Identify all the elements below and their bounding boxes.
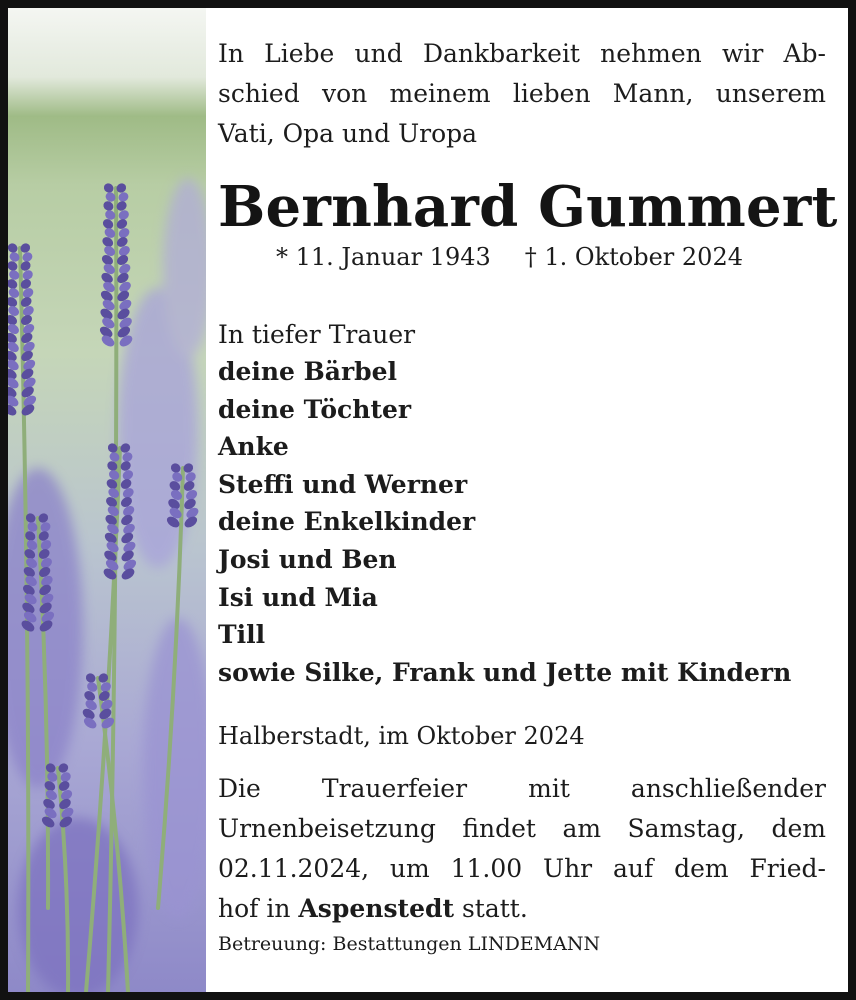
deceased-name: Bernhard Gummert [218, 174, 838, 240]
mourner-name: Josi und Ben [218, 544, 397, 574]
funeral-care: Betreuung: Bestattungen LINDEMANN [218, 933, 601, 956]
mourner-name: Till [218, 620, 266, 650]
intro-line: Vati, Opa und Uropa [218, 119, 478, 148]
mourner-name: Anke [218, 432, 289, 462]
service-line [218, 889, 826, 929]
death-date: † 1. Oktober 2024 [524, 243, 743, 271]
obituary-text [218, 34, 838, 957]
service-line: Die Trauerfeier mit anschließender [218, 774, 826, 804]
place-date: Halberstadt, im Oktober 2024 [218, 722, 585, 751]
mourner-name: deine Enkelkinder [218, 507, 476, 537]
intro-line: In Liebe und Dankbarkeit nehmen wir Ab- [218, 39, 826, 68]
birth-date: * 11. Januar 1943 [276, 243, 491, 271]
mourner-name: deine Bärbel [218, 357, 398, 386]
mourner-name: sowie Silke, Frank und Jette mit Kindern [218, 657, 792, 687]
service-info [218, 769, 826, 929]
service-line4-post: statt. [454, 894, 528, 924]
mourners-block [218, 316, 826, 691]
service-line: 02.11.2024, um 11.00 Uhr auf dem Fried- [218, 854, 826, 884]
service-line4-pre: hof in [218, 894, 299, 924]
mourner-name: deine Töchter [218, 394, 412, 424]
service-line: Urnenbeisetzung findet am Samstag, dem [218, 814, 826, 844]
mourner-name: Steffi und Werner [218, 469, 468, 499]
cemetery-place: Aspenstedt [298, 894, 454, 924]
intro-line: schied von meinem lieben Mann, unserem [218, 79, 826, 108]
mourner-name: Isi und Mia [218, 582, 378, 612]
life-dates [276, 242, 826, 272]
mourners-lead: In tiefer Trauer [218, 320, 416, 349]
lavender-photo-icon [8, 8, 206, 992]
intro-text [218, 34, 826, 154]
